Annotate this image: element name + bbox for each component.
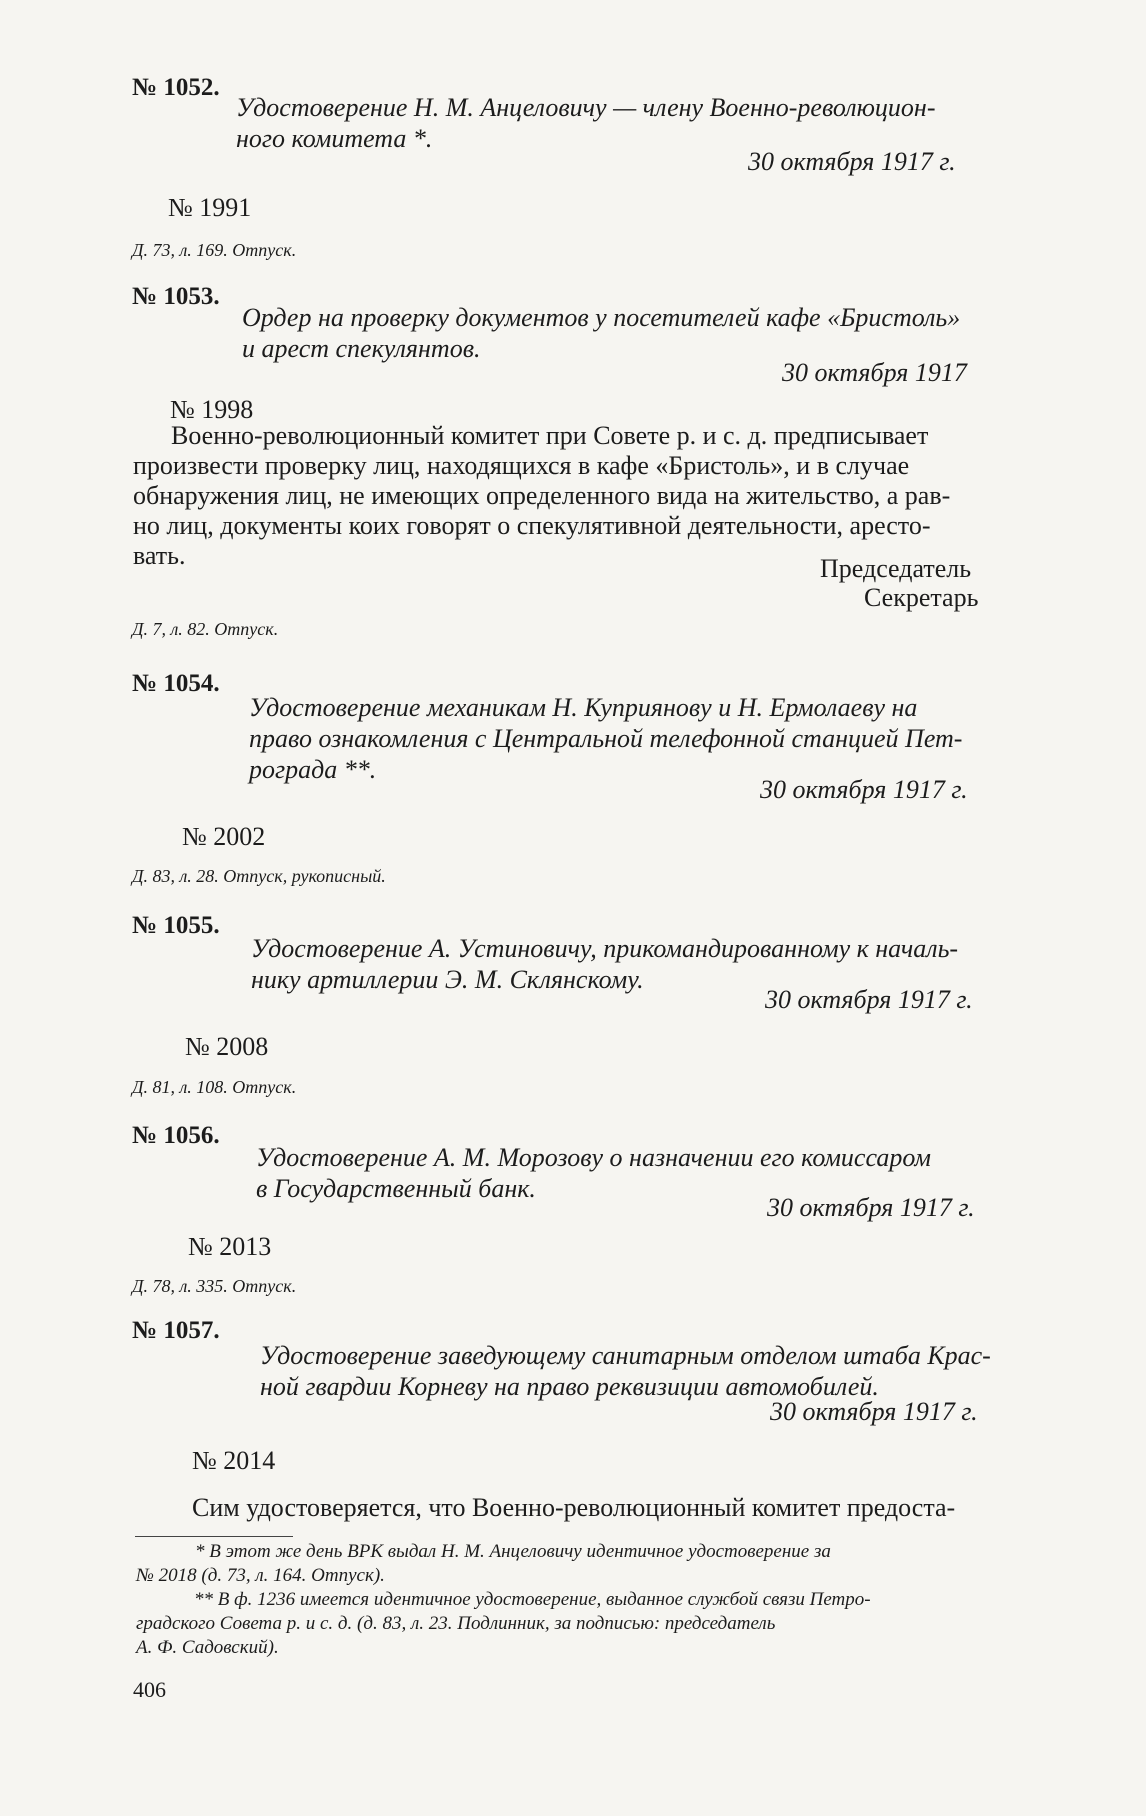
entry-number: № 1056.: [132, 1122, 220, 1149]
entry-title-line: ного комитета *.: [236, 124, 433, 153]
entry-title-line: и арест спекулянтов.: [242, 334, 481, 363]
body-text-line: но лиц, документы коих говорят о спекулятивной деятельности, аресто-: [133, 511, 931, 540]
registration-number: № 2013: [188, 1232, 272, 1261]
source-reference: Д. 81, л. 108. Отпуск.: [132, 1077, 297, 1097]
signature-secretary: Секретарь: [864, 583, 979, 612]
entry-number: № 1053.: [132, 283, 220, 310]
source-reference: Д. 73, л. 169. Отпуск.: [132, 240, 297, 260]
source-reference: Д. 83, л. 28. Отпуск, рукописный.: [132, 866, 386, 886]
body-text-line: обнаружения лиц, не имеющих определенного вида на жительство, а рав-: [133, 481, 951, 510]
entry-title-line: право ознакомления с Центральной телефонной станцией Пет-: [249, 724, 963, 753]
registration-number: № 2014: [192, 1446, 276, 1475]
entry-title-line: рограда **.: [249, 755, 377, 784]
entry-title-line: Удостоверение механикам Н. Куприянову и Н. Ермолаеву на: [249, 693, 918, 722]
registration-number: № 1991: [168, 193, 252, 222]
entry-number: № 1057.: [132, 1317, 220, 1344]
body-text-line: вать.: [133, 541, 186, 570]
registration-number: № 2008: [185, 1032, 269, 1061]
entry-date: 30 октября 1917 г.: [765, 985, 973, 1014]
entry-title-line: Удостоверение А. М. Морозову о назначении его комиссаром: [256, 1143, 931, 1172]
entry-date: 30 октября 1917 г.: [748, 147, 956, 176]
registration-number: № 1998: [170, 395, 254, 424]
footnote-line: * В этот же день ВРК выдал Н. М. Анцеловичу идентичное удостоверение за: [195, 1541, 831, 1562]
source-reference: Д. 7, л. 82. Отпуск.: [132, 619, 279, 639]
source-reference: Д. 78, л. 335. Отпуск.: [132, 1276, 297, 1296]
signature-chairman: Председатель: [820, 554, 972, 583]
entry-title-line: Ордер на проверку документов у посетителей кафе «Бристоль»: [242, 303, 961, 332]
entry-title-line: в Государственный банк.: [256, 1174, 536, 1203]
footnote-line: градского Совета р. и с. д. (д. 83, л. 23. Подлинник, за подписью: председатель: [136, 1613, 776, 1634]
body-text-line: Военно-революционный комитет при Совете р. и с. д. предписывает: [171, 421, 929, 450]
footnote-line: ** В ф. 1236 имеется идентичное удостоверение, выданное службой связи Петро-: [194, 1589, 871, 1610]
entry-title-line: Удостоверение заведующему санитарным отделом штаба Крас-: [260, 1341, 991, 1370]
footnote-rule: [135, 1536, 293, 1537]
footnote-line: № 2018 (д. 73, л. 164. Отпуск).: [136, 1565, 385, 1586]
body-text-line: произвести проверку лиц, находящихся в кафе «Бристоль», и в случае: [133, 451, 910, 480]
entry-title-line: ной гвардии Корневу на право реквизиции автомобилей.: [260, 1372, 879, 1401]
body-text-line: Сим удостоверяется, что Военно-революционный комитет предоста-: [192, 1493, 956, 1522]
entry-title-line: Удостоверение Н. М. Анцеловичу — члену Военно-революцион-: [236, 93, 936, 122]
entry-number: № 1052.: [132, 74, 220, 101]
footnote-line: А. Ф. Садовский).: [136, 1637, 279, 1658]
entry-date: 30 октября 1917 г.: [760, 775, 968, 804]
entry-title-line: Удостоверение А. Устиновичу, прикомандированному к началь-: [251, 934, 959, 963]
entry-date: 30 октября 1917 г.: [767, 1193, 975, 1222]
entry-date: 30 октября 1917: [782, 358, 967, 387]
entry-title-line: нику артиллерии Э. М. Склянскому.: [251, 965, 644, 994]
entry-date: 30 октября 1917 г.: [770, 1397, 978, 1426]
entry-number: № 1055.: [132, 912, 220, 939]
entry-number: № 1054.: [132, 670, 220, 697]
registration-number: № 2002: [182, 822, 266, 851]
page-number: 406: [133, 1677, 166, 1702]
